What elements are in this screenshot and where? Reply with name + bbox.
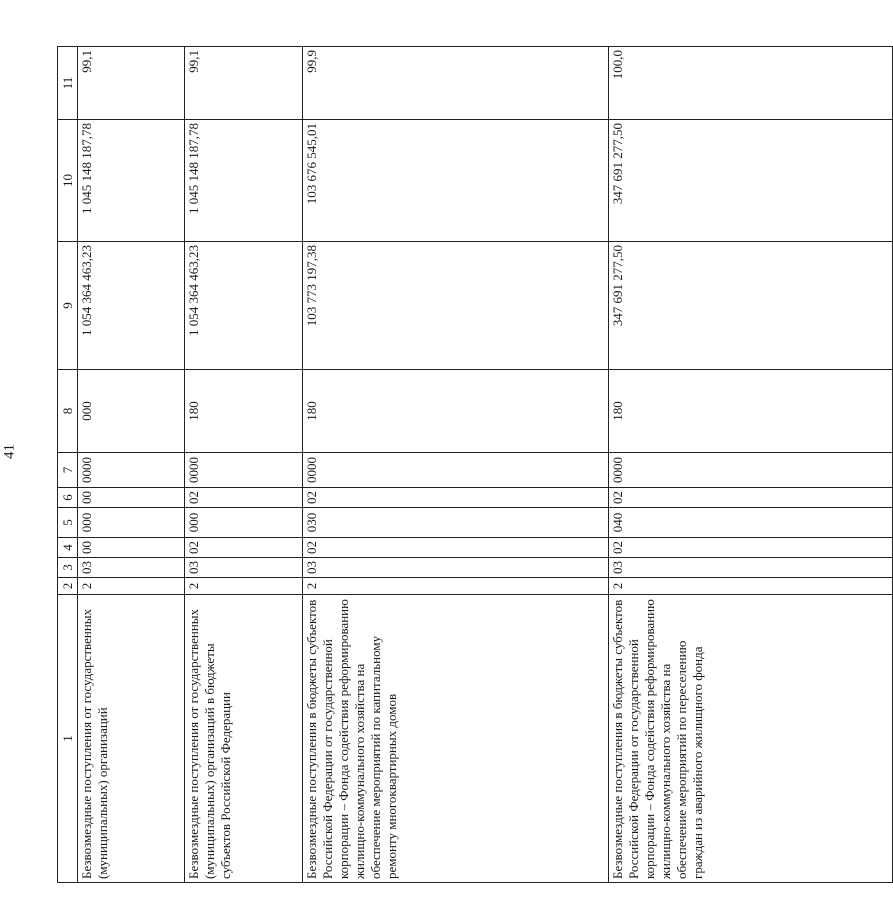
table-row [303, 47, 608, 883]
cell: 2 [184, 578, 303, 595]
cell: 347 691 277,50 [608, 242, 892, 370]
col-header: 1 [58, 595, 78, 883]
cell: 040 [608, 508, 892, 538]
cell: 0000 [608, 453, 892, 488]
cell: 1 054 364 463,23 [78, 242, 185, 370]
budget-table-rotated [57, 50, 893, 883]
col-header: 3 [58, 558, 78, 578]
cell: 0000 [184, 453, 303, 488]
cell: 03 [78, 558, 185, 578]
table-row [184, 47, 303, 883]
cell: 02 [608, 488, 892, 508]
cell: 00 [78, 488, 185, 508]
cell: 02 [184, 488, 303, 508]
cell: 99,9 [303, 47, 608, 120]
cell: 000 [78, 508, 185, 538]
cell: 99,1 [78, 47, 185, 120]
cell: 0000 [303, 453, 608, 488]
header-row [58, 47, 78, 883]
cell: 030 [303, 508, 608, 538]
cell: 1 045 148 187,78 [184, 120, 303, 242]
cell: 000 [184, 508, 303, 538]
cell: 02 [608, 538, 892, 558]
row-name: Безвозмездные поступления от государственных (муниципальных) организаций [78, 595, 185, 883]
cell: 180 [184, 370, 303, 453]
cell: 347 691 277,50 [608, 120, 892, 242]
col-header: 7 [58, 453, 78, 488]
cell: 180 [303, 370, 608, 453]
cell: 03 [608, 558, 892, 578]
cell: 1 045 148 187,78 [78, 120, 185, 242]
cell: 2 [608, 578, 892, 595]
cell: 02 [184, 538, 303, 558]
page-number: 41 [1, 444, 18, 459]
row-name: Безвозмездные поступления в бюджеты субъектов Российской Федерации от государственной корпорации – Фонда содействия реформированию жилищно-коммунального хозяйства на обеспечение мероприятий по переселению граждан из аварийного жилищного фонда [608, 595, 892, 883]
col-header: 9 [58, 242, 78, 370]
cell: 2 [78, 578, 185, 595]
col-header: 8 [58, 370, 78, 453]
cell: 02 [303, 488, 608, 508]
col-header: 5 [58, 508, 78, 538]
table-row [78, 47, 185, 883]
cell: 180 [608, 370, 892, 453]
cell: 0000 [78, 453, 185, 488]
cell: 99,1 [184, 47, 303, 120]
cell: 103 676 545,01 [303, 120, 608, 242]
col-header: 10 [58, 120, 78, 242]
cell: 1 054 364 463,23 [184, 242, 303, 370]
cell: 00 [78, 538, 185, 558]
cell: 000 [78, 370, 185, 453]
row-name: Безвозмездные поступления в бюджеты субъектов Российской Федерации от государственной корпорации – Фонда содействия реформированию жилищно-коммунального хозяйства на обеспечение мероприятий по капитальному ремонту многоквартирных домов [303, 595, 608, 883]
cell: 02 [303, 538, 608, 558]
cell: 100,0 [608, 47, 892, 120]
cell: 103 773 197,38 [303, 242, 608, 370]
col-header: 6 [58, 488, 78, 508]
col-header: 2 [58, 578, 78, 595]
table-row [608, 47, 892, 883]
cell: 2 [303, 578, 608, 595]
cell: 03 [303, 558, 608, 578]
col-header: 11 [58, 47, 78, 120]
col-header: 4 [58, 538, 78, 558]
cell: 03 [184, 558, 303, 578]
budget-table [57, 46, 893, 883]
row-name: Безвозмездные поступления от государственных (муниципальных) организаций в бюджеты субъектов Российской Федерации [184, 595, 303, 883]
